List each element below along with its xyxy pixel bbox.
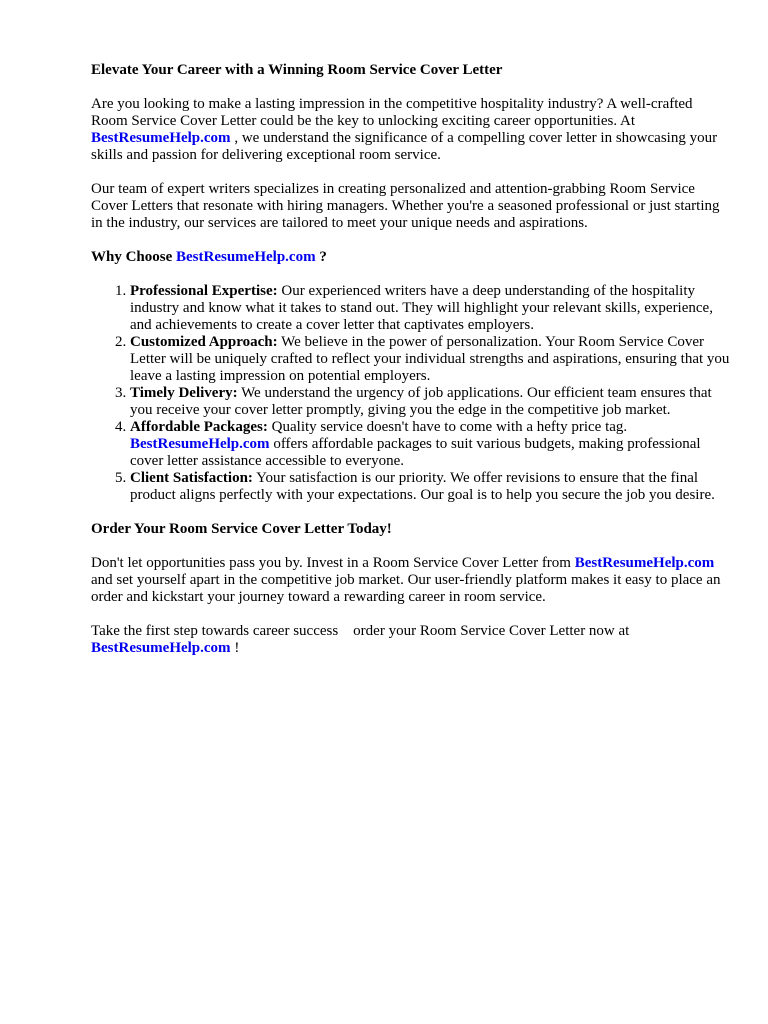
page-title: Elevate Your Career with a Winning Room Service Cover Letter — [91, 62, 503, 78]
benefit-label: Professional Expertise: — [130, 283, 278, 299]
intro-paragraph-1 — [91, 96, 731, 164]
why-heading-suffix: ? — [315, 249, 327, 265]
order-paragraph-2 — [91, 623, 731, 657]
benefit-text-before: Quality service doesn't have to come with a hefty price tag. — [267, 419, 628, 435]
document-body — [91, 62, 731, 657]
bestresumehelp-link-final[interactable]: BestResumeHelp.com — [91, 640, 231, 656]
benefit-label: Customized Approach: — [130, 334, 278, 350]
order-p1-text-after: and set yourself apart in the competitive job market. Our user-friendly platform makes it easy to place an order and kickstart your journey toward a rewarding career in room service. — [91, 572, 721, 605]
order-p2-text-before: Take the first step towards career success order your Room Service Cover Letter now at — [91, 623, 634, 639]
benefit-text: We understand the urgency of job applications. Our efficient team ensures that you receive your cover letter promptly, giving you the edge in the competitive job market. — [130, 385, 712, 418]
benefit-text: Your satisfaction is our priority. We offer revisions to ensure that the final product aligns perfectly with your expectations. Our goal is to help you secure the job you desire. — [130, 470, 715, 503]
intro-paragraph-2: Our team of expert writers specializes in creating personalized and attention-grabbing Room Service Cover Letters that resonate with hiring managers. Whether you're a seasoned professional or just starting in the industry, our services are tailored to meet your unique needs and aspirations. — [91, 181, 720, 231]
bestresumehelp-link-why[interactable]: BestResumeHelp.com — [176, 249, 316, 265]
benefits-list — [91, 283, 731, 504]
order-paragraph-1 — [91, 555, 731, 606]
list-item — [130, 283, 731, 334]
list-item — [130, 419, 731, 470]
why-choose-heading — [91, 249, 731, 266]
benefit-label: Client Satisfaction: — [130, 470, 253, 486]
order-p2-text-after: ! — [230, 640, 240, 656]
benefit-label: Timely Delivery: — [130, 385, 238, 401]
benefit-label: Affordable Packages: — [130, 419, 268, 435]
order-p1-text-before: Don't let opportunities pass you by. Invest in a Room Service Cover Letter from — [91, 555, 575, 571]
intro-p1-text-before: Are you looking to make a lasting impression in the competitive hospitality industry? A well-crafted Room Service Cover Letter could be the key to unlocking exciting career opportunities. At — [91, 96, 693, 129]
bestresumehelp-link-benefits[interactable]: BestResumeHelp.com — [130, 436, 270, 452]
list-item — [130, 334, 731, 385]
benefit-text-after: offers affordable packages to suit various budgets, making professional cover letter assistance accessible to everyone. — [130, 436, 701, 469]
bestresumehelp-link-intro[interactable]: BestResumeHelp.com — [91, 130, 231, 146]
why-heading-prefix: Why Choose — [91, 249, 177, 265]
list-item — [130, 470, 731, 504]
list-item — [130, 385, 731, 419]
benefit-text: Our experienced writers have a deep understanding of the hospitality industry and know what it takes to stand out. They will highlight your relevant skills, experience, and achievements to create a cover letter that captivates employers. — [130, 283, 713, 333]
benefit-text: We believe in the power of personalization. Your Room Service Cover Letter will be uniquely crafted to reflect your individual strengths and aspirations, ensuring that you leave a lasting impression on potential employers. — [130, 334, 730, 384]
bestresumehelp-link-order[interactable]: BestResumeHelp.com — [574, 555, 715, 571]
intro-p1-text-after: , we understand the significance of a compelling cover letter in showcasing your skills and passion for delivering exceptional room service. — [91, 130, 718, 163]
order-heading: Order Your Room Service Cover Letter Today! — [91, 521, 392, 537]
